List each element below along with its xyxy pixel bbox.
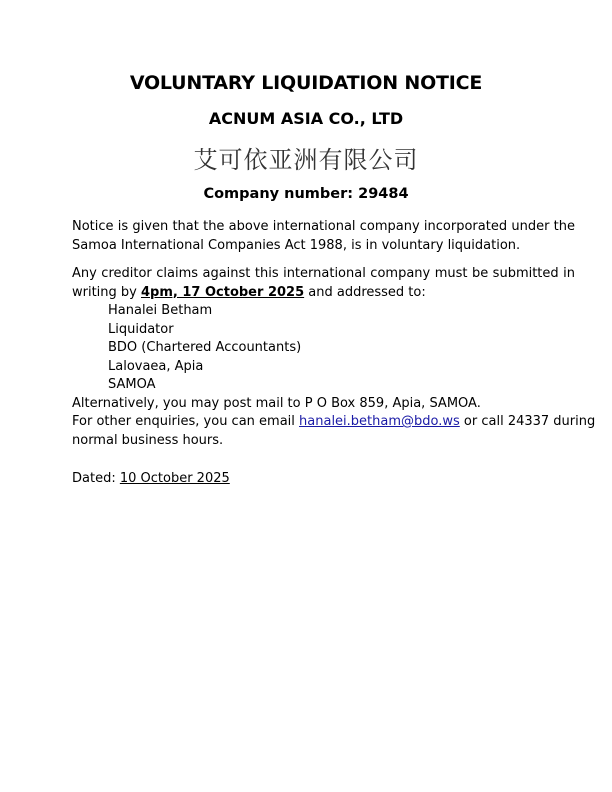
company-name: ACNUM ASIA CO., LTD: [208, 109, 404, 128]
address-line: BDO (Chartered Accountants): [108, 340, 302, 355]
address-line: Liquidator: [108, 321, 174, 337]
enquiry-line: [72, 413, 596, 432]
enquiry-prefix: For other enquiries, you can email: [72, 414, 300, 429]
enquiry-line-2: normal business hours.: [72, 432, 224, 448]
company-name-chinese: 艾可依亚洲有限公司: [193, 146, 419, 174]
notice-paragraph: [72, 218, 575, 255]
deadline-prefix: writing by: [72, 284, 141, 300]
paragraph-line: Any creditor claims against this international company must be submitted in: [72, 266, 575, 281]
dated-label: Dated:: [72, 471, 120, 486]
dated-row: [72, 470, 575, 489]
company-number: Company number: 29484: [203, 186, 409, 202]
paragraph-line: Notice is given that the above international company incorporated under the: [72, 219, 575, 234]
address-line: SAMOA: [108, 377, 156, 392]
enquiry-suffix: or call 24337 during: [459, 414, 596, 429]
address-line: Lalovaea, Apia: [108, 358, 204, 374]
address-line: Hanalei Betham: [108, 303, 213, 318]
paragraph-line: [72, 284, 575, 303]
dated-line: [72, 470, 575, 489]
creditor-paragraph: [72, 265, 596, 450]
dated-date: 10 October 2025: [119, 471, 230, 486]
claim-deadline: 4pm, 17 October 2025: [141, 284, 305, 300]
deadline-suffix: and addressed to:: [304, 284, 426, 300]
paragraph-line: Samoa International Companies Act 1988, is in voluntary liquidation.: [72, 237, 521, 253]
alternative-post-line: Alternatively, you may post mail to P O Box 859, Apia, SAMOA.: [72, 395, 481, 411]
email-link[interactable]: hanalei.betham@bdo.ws: [299, 414, 460, 429]
notice-title: VOLUNTARY LIQUIDATION NOTICE: [129, 72, 483, 94]
